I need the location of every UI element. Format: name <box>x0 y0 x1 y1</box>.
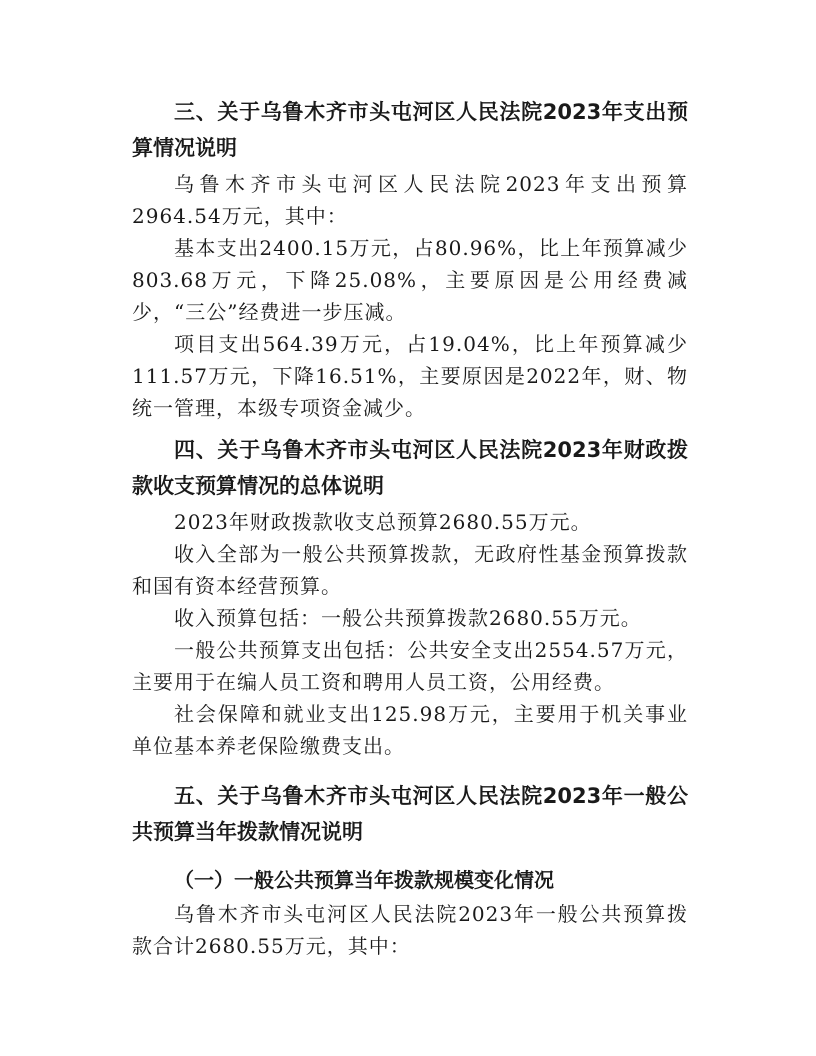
section-3-paragraph-3: 项目支出564.39万元，占19.04%，比上年预算减少111.57万元，下降16.51%，主要原因是2022年，财、物统一管理，本级专项资金减少。 <box>132 332 688 420</box>
section-4-paragraph-4: 一般公共预算支出包括：公共安全支出2554.57万元，主要用于在编人员工资和聘用人员工资，公用经费。 <box>132 638 688 694</box>
section-5-heading: 五、关于乌鲁木齐市头屯河区人民法院2023年一般公共预算当年拨款情况说明 <box>132 784 688 844</box>
section-5-subheading: （一）一般公共预算当年拨款规模变化情况 <box>174 868 554 892</box>
section-3-heading: 三、关于乌鲁木齐市头屯河区人民法院2023年支出预算情况说明 <box>132 100 688 160</box>
section-4-heading: 四、关于乌鲁木齐市头屯河区人民法院2023年财政拨款收支预算情况的总体说明 <box>132 438 688 498</box>
section-5-paragraph-1: 乌鲁木齐市头屯河区人民法院2023年一般公共预算拨款合计2680.55万元，其中： <box>132 902 688 958</box>
section-4-paragraph-3: 收入预算包括：一般公共预算拨款2680.55万元。 <box>174 606 642 630</box>
document-body <box>132 94 688 962</box>
section-3-paragraph-2: 基本支出2400.15万元，占80.96%，比上年预算减少803.68万元，下降25.08%，主要原因是公用经费减少，“三公”经费进一步压减。 <box>132 236 688 324</box>
section-4-paragraph-2: 收入全部为一般公共预算拨款，无政府性基金预算拨款和国有资本经营预算。 <box>132 542 688 598</box>
section-4-paragraph-5: 社会保障和就业支出125.98万元，主要用于机关事业单位基本养老保险缴费支出。 <box>132 702 688 758</box>
section-3-paragraph-1: 乌鲁木齐市头屯河区人民法院2023年支出预算2964.54万元，其中： <box>132 172 688 228</box>
section-4-paragraph-1: 2023年财政拨款收支总预算2680.55万元。 <box>174 510 592 534</box>
